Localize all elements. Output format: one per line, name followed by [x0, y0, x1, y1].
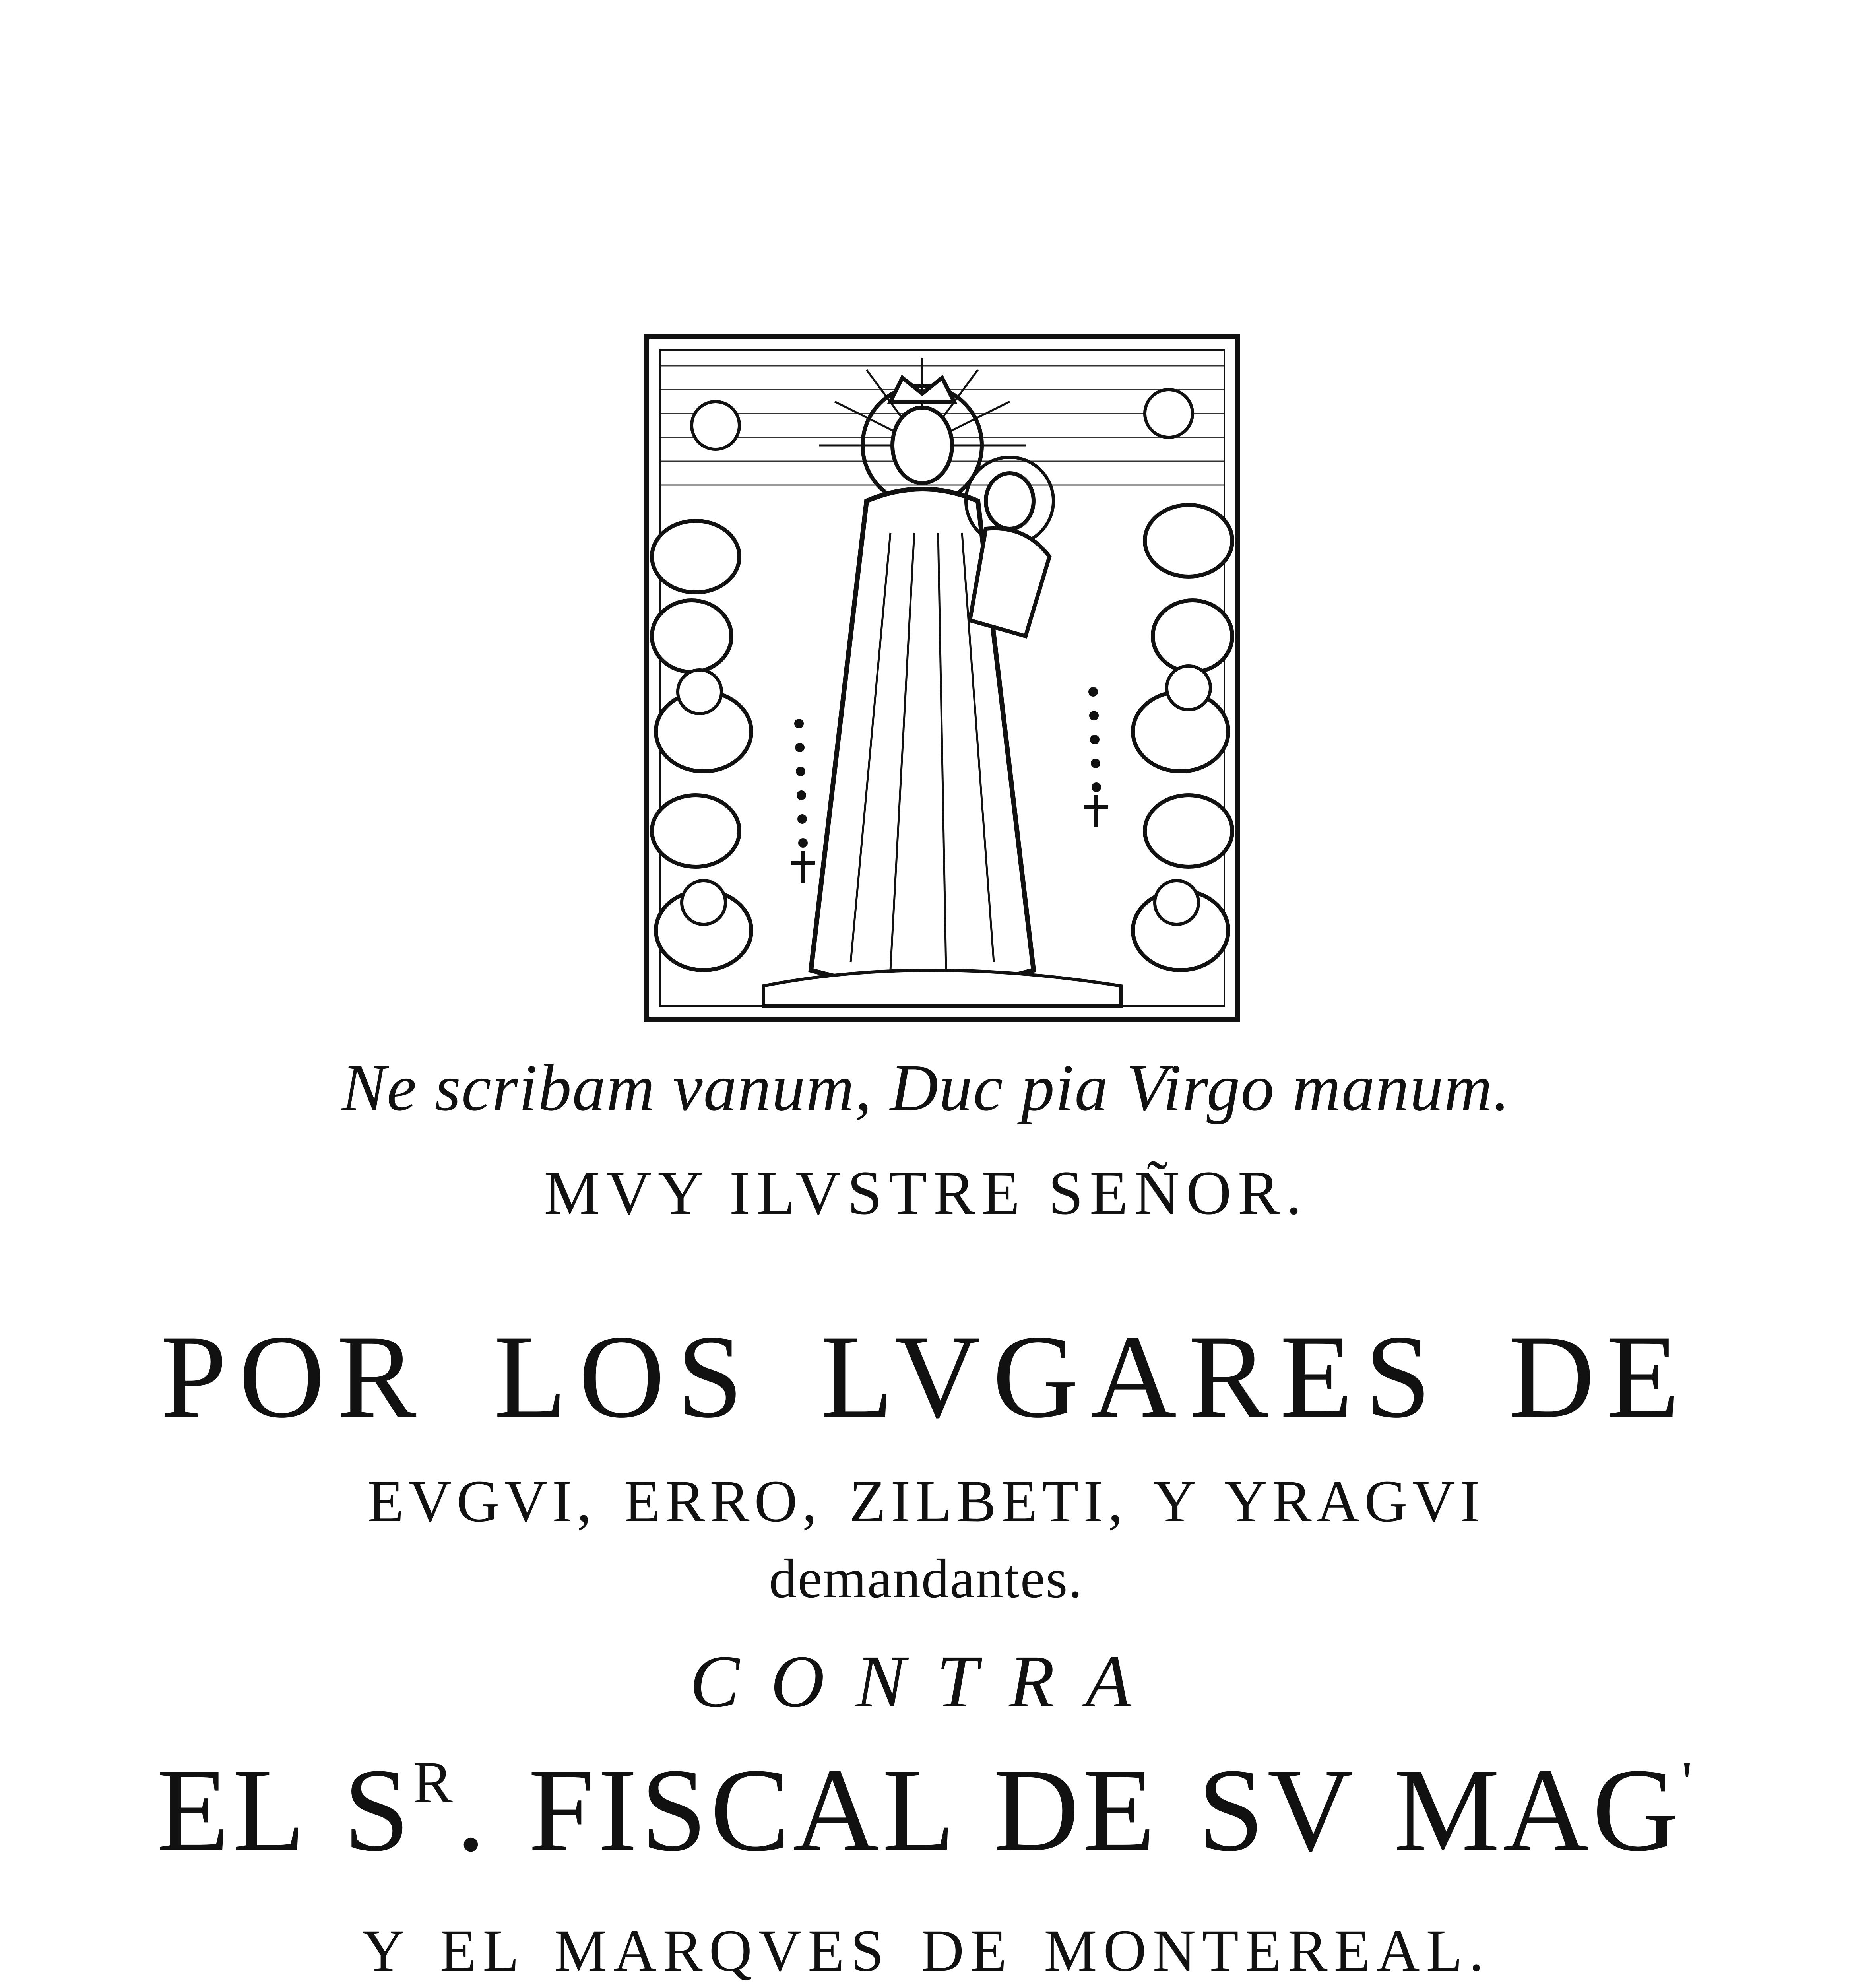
plaintiff-role: demandantes.: [769, 1548, 1083, 1609]
virgin-and-child-woodcut: [644, 334, 1240, 1022]
contra-heading: CONTRA: [690, 1640, 1162, 1723]
salutation: MVY ILVSTRE SEÑOR.: [544, 1158, 1308, 1228]
main-title: POR LOS LVGARES DE: [160, 1310, 1692, 1442]
defendant-title-start: EL S: [156, 1744, 413, 1876]
second-defendant: Y EL MARQVES DE MONTEREAL.: [362, 1918, 1490, 1984]
defendant-title-superscript: R: [413, 1749, 456, 1815]
latin-motto: Ne scribam vanum, Duc pia Virgo manum.: [341, 1051, 1511, 1125]
plaintiff-places: EVGVI, ERRO, ZILBETI, Y YRAGVI: [367, 1468, 1485, 1534]
defendant-title-rest: . FISCAL DE SV MAG: [456, 1744, 1682, 1876]
defendant-title-abbr-mark: ': [1681, 1749, 1696, 1815]
defendant-title: [0, 1741, 1852, 1879]
